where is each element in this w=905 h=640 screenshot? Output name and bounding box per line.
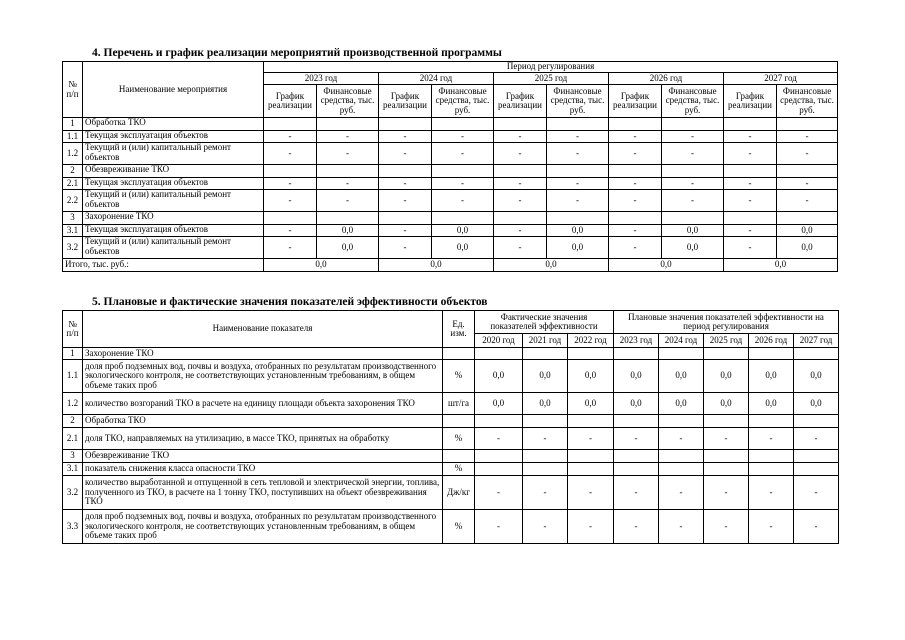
section4-title: 4. Перечень и график реализации мероприятий производственной программы <box>92 47 502 59</box>
value-cell: - <box>475 428 523 450</box>
value-cell: 0,0 <box>547 237 609 259</box>
value-cell: - <box>568 476 614 510</box>
value-cell: - <box>494 190 547 212</box>
value-cell <box>547 212 609 225</box>
row-number: 3 <box>63 212 83 225</box>
value-cell: - <box>568 510 614 544</box>
value-cell <box>568 415 614 428</box>
value-cell <box>264 165 317 178</box>
row-number: 2 <box>63 165 83 178</box>
value-cell: - <box>777 190 838 212</box>
value-cell <box>379 212 432 225</box>
value-cell <box>704 463 749 476</box>
table-row <box>63 225 838 237</box>
value-cell: 0,0 <box>749 360 794 393</box>
value-cell <box>609 212 662 225</box>
table-row <box>63 360 839 393</box>
value-cell: - <box>704 510 749 544</box>
total-value: 0,0 <box>264 259 379 272</box>
value-cell: 0,0 <box>749 393 794 415</box>
table-row <box>63 165 838 178</box>
activity-name: Текущая эксплуатация объектов <box>83 131 264 143</box>
value-cell: 0,0 <box>777 225 838 237</box>
year-header: 2024 год <box>659 334 704 348</box>
year-header: 2025 год <box>704 334 749 348</box>
table-row <box>63 450 839 463</box>
value-cell <box>547 165 609 178</box>
value-cell: 0,0 <box>317 237 379 259</box>
value-cell: - <box>523 510 568 544</box>
value-cell: - <box>794 476 839 510</box>
value-cell <box>749 450 794 463</box>
year-header: 2025 год <box>494 73 609 85</box>
year-header: 2027 год <box>794 334 839 348</box>
value-cell <box>724 165 777 178</box>
indicator-name: показатель снижения класса опасности ТКО <box>83 463 443 476</box>
value-cell <box>794 450 839 463</box>
value-cell: - <box>547 190 609 212</box>
value-cell: - <box>264 131 317 143</box>
value-cell <box>614 348 659 360</box>
col-header-activity-name: Наименование мероприятия <box>83 62 264 118</box>
value-cell <box>794 463 839 476</box>
value-cell: - <box>749 428 794 450</box>
value-cell <box>568 348 614 360</box>
table-row <box>63 212 838 225</box>
activity-name: Текущая эксплуатация объектов <box>83 225 264 237</box>
value-cell <box>547 118 609 131</box>
value-cell: - <box>432 190 494 212</box>
value-cell <box>704 415 749 428</box>
value-cell <box>264 212 317 225</box>
value-cell <box>659 348 704 360</box>
value-cell <box>749 463 794 476</box>
row-number: 1 <box>63 118 83 131</box>
year-header: 2023 год <box>614 334 659 348</box>
value-cell: 0,0 <box>568 360 614 393</box>
table-row <box>63 415 839 428</box>
row-number: 3.1 <box>63 463 83 476</box>
value-cell: 0,0 <box>523 393 568 415</box>
row-number: 3.2 <box>63 476 83 510</box>
value-cell <box>523 348 568 360</box>
value-cell <box>523 450 568 463</box>
year-header: 2023 год <box>264 73 379 85</box>
value-cell: - <box>317 143 379 165</box>
value-cell <box>494 118 547 131</box>
row-number: 2.2 <box>63 190 83 212</box>
col-header-planned-values: Плановые значения показателей эффективности на период регулирования <box>614 311 839 334</box>
value-cell: 0,0 <box>662 237 724 259</box>
value-cell <box>494 165 547 178</box>
value-cell: 0,0 <box>568 393 614 415</box>
value-cell: - <box>662 190 724 212</box>
table-row <box>63 348 839 360</box>
value-cell: - <box>659 428 704 450</box>
value-cell <box>777 165 838 178</box>
value-cell <box>475 463 523 476</box>
col-header-number: № п/п <box>63 311 83 348</box>
value-cell: 0,0 <box>704 360 749 393</box>
value-cell: - <box>379 190 432 212</box>
value-cell: - <box>317 131 379 143</box>
table-row <box>63 143 838 165</box>
value-cell <box>662 118 724 131</box>
value-cell: - <box>614 476 659 510</box>
value-cell: - <box>317 178 379 190</box>
value-cell <box>659 450 704 463</box>
total-label: Итого, тыс. руб.: <box>63 259 264 272</box>
value-cell: - <box>494 237 547 259</box>
indicator-name: Обезвреживание ТКО <box>83 450 443 463</box>
value-cell: - <box>662 131 724 143</box>
subheader-financing: Финансовые средства, тыс. руб. <box>547 85 609 118</box>
value-cell: 0,0 <box>614 393 659 415</box>
unit-cell: Дж/кг <box>443 476 475 510</box>
value-cell <box>494 212 547 225</box>
row-number: 1.2 <box>63 393 83 415</box>
subheader-schedule: График реализации <box>379 85 432 118</box>
value-cell <box>724 212 777 225</box>
row-number: 1.1 <box>63 131 83 143</box>
value-cell <box>662 165 724 178</box>
value-cell <box>609 118 662 131</box>
value-cell: - <box>523 476 568 510</box>
table-row <box>63 131 838 143</box>
value-cell <box>264 118 317 131</box>
indicator-name: Обработка ТКО <box>83 415 443 428</box>
value-cell: - <box>379 225 432 237</box>
value-cell <box>704 450 749 463</box>
row-number: 1 <box>63 348 83 360</box>
col-header-actual-values: Фактические значения показателей эффективности <box>475 311 614 334</box>
col-header-indicator-name: Наименование показателя <box>83 311 443 348</box>
value-cell: - <box>547 143 609 165</box>
value-cell: - <box>724 178 777 190</box>
year-header: 2022 год <box>568 334 614 348</box>
value-cell <box>379 118 432 131</box>
value-cell: 0,0 <box>794 393 839 415</box>
value-cell: - <box>379 143 432 165</box>
value-cell: - <box>724 131 777 143</box>
value-cell: - <box>264 237 317 259</box>
unit-cell: шт/га <box>443 393 475 415</box>
activity-name: Текущая эксплуатация объектов <box>83 178 264 190</box>
value-cell <box>704 348 749 360</box>
value-cell: - <box>475 476 523 510</box>
total-value: 0,0 <box>494 259 609 272</box>
subheader-financing: Финансовые средства, тыс. руб. <box>432 85 494 118</box>
value-cell: - <box>494 178 547 190</box>
section5-title: 5. Плановые и фактические значения показателей эффективности объектов <box>92 296 488 308</box>
indicator-name: доля проб подземных вод, почвы и воздуха, отобранных по результатам производственного экологического контроля, не соответствующих установленным требованиям, в общем объеме таких проб <box>83 510 443 544</box>
year-header: 2026 год <box>749 334 794 348</box>
value-cell: - <box>494 131 547 143</box>
value-cell <box>317 118 379 131</box>
unit-cell: % <box>443 428 475 450</box>
indicator-name: количество выработанной и отпущенной в сеть тепловой и электрической энергии, топлива, полученного из ТКО, в расчете на 1 тонну ТКО, поступивших на объект обезвреживания ТКО <box>83 476 443 510</box>
value-cell: - <box>264 225 317 237</box>
indicator-name: доля ТКО, направляемых на утилизацию, в массе ТКО, принятых на обработку <box>83 428 443 450</box>
row-number: 3.1 <box>63 225 83 237</box>
value-cell <box>777 118 838 131</box>
value-cell <box>794 415 839 428</box>
value-cell: - <box>614 510 659 544</box>
value-cell <box>432 212 494 225</box>
value-cell: - <box>494 143 547 165</box>
value-cell <box>662 212 724 225</box>
unit-cell: % <box>443 463 475 476</box>
value-cell: - <box>264 143 317 165</box>
value-cell: - <box>432 131 494 143</box>
subheader-schedule: График реализации <box>494 85 547 118</box>
value-cell: 0,0 <box>659 360 704 393</box>
value-cell <box>317 212 379 225</box>
table-row <box>63 393 839 415</box>
value-cell <box>794 348 839 360</box>
row-number: 3.2 <box>63 237 83 259</box>
value-cell <box>614 450 659 463</box>
value-cell: - <box>264 190 317 212</box>
value-cell: - <box>609 131 662 143</box>
value-cell: - <box>609 237 662 259</box>
value-cell: - <box>614 428 659 450</box>
value-cell <box>568 450 614 463</box>
value-cell: - <box>794 510 839 544</box>
subheader-financing: Финансовые средства, тыс. руб. <box>317 85 379 118</box>
value-cell: - <box>724 237 777 259</box>
table-row <box>63 118 838 131</box>
subheader-schedule: График реализации <box>724 85 777 118</box>
activity-name: Текущий и (или) капитальный ремонт объектов <box>83 190 264 212</box>
value-cell: 0,0 <box>659 393 704 415</box>
activity-name: Захоронение ТКО <box>83 212 264 225</box>
value-cell: - <box>494 225 547 237</box>
total-value: 0,0 <box>724 259 838 272</box>
value-cell: 0,0 <box>547 225 609 237</box>
unit-cell: % <box>443 360 475 393</box>
value-cell: - <box>724 225 777 237</box>
value-cell <box>475 415 523 428</box>
row-number: 2.1 <box>63 178 83 190</box>
value-cell: - <box>432 143 494 165</box>
value-cell <box>568 463 614 476</box>
indicator-name: количество возгораний ТКО в расчете на единицу площади объекта захоронения ТКО <box>83 393 443 415</box>
col-header-period: Период регулирования <box>264 62 838 73</box>
value-cell: - <box>432 178 494 190</box>
value-cell: - <box>794 428 839 450</box>
unit-cell <box>443 415 475 428</box>
value-cell: 0,0 <box>614 360 659 393</box>
value-cell <box>317 165 379 178</box>
unit-cell <box>443 348 475 360</box>
row-number: 3.3 <box>63 510 83 544</box>
table-row <box>63 178 838 190</box>
subheader-financing: Финансовые средства, тыс. руб. <box>777 85 838 118</box>
value-cell <box>523 463 568 476</box>
value-cell: - <box>662 178 724 190</box>
activity-name: Обработка ТКО <box>83 118 264 131</box>
unit-cell: % <box>443 510 475 544</box>
row-number: 1.1 <box>63 360 83 393</box>
value-cell: - <box>317 190 379 212</box>
value-cell: 0,0 <box>475 360 523 393</box>
value-cell <box>749 348 794 360</box>
subheader-schedule: График реализации <box>264 85 317 118</box>
table-row <box>63 463 839 476</box>
activity-name: Текущий и (или) капитальный ремонт объектов <box>83 143 264 165</box>
row-number: 3 <box>63 450 83 463</box>
value-cell: 0,0 <box>794 360 839 393</box>
table-row <box>63 476 839 510</box>
value-cell: - <box>659 510 704 544</box>
value-cell <box>379 165 432 178</box>
table-row <box>63 237 838 259</box>
unit-cell <box>443 450 475 463</box>
value-cell: - <box>609 190 662 212</box>
value-cell <box>659 415 704 428</box>
value-cell: 0,0 <box>317 225 379 237</box>
value-cell: - <box>379 178 432 190</box>
value-cell: - <box>659 476 704 510</box>
value-cell: - <box>777 143 838 165</box>
table-row <box>63 428 839 450</box>
year-header: 2021 год <box>523 334 568 348</box>
row-number: 2.1 <box>63 428 83 450</box>
value-cell: - <box>749 476 794 510</box>
subheader-financing: Финансовые средства, тыс. руб. <box>662 85 724 118</box>
value-cell <box>475 450 523 463</box>
activity-name: Обезвреживание ТКО <box>83 165 264 178</box>
value-cell: 0,0 <box>777 237 838 259</box>
subheader-schedule: График реализации <box>609 85 662 118</box>
efficiency-indicators-table <box>62 310 839 544</box>
col-header-unit: Ед. изм. <box>443 311 475 348</box>
value-cell: - <box>749 510 794 544</box>
value-cell <box>724 118 777 131</box>
value-cell <box>475 348 523 360</box>
year-header: 2024 год <box>379 73 494 85</box>
value-cell <box>523 415 568 428</box>
value-cell: - <box>777 131 838 143</box>
value-cell: - <box>523 428 568 450</box>
value-cell: - <box>609 143 662 165</box>
activity-name: Текущий и (или) капитальный ремонт объектов <box>83 237 264 259</box>
value-cell: - <box>379 131 432 143</box>
value-cell: - <box>662 143 724 165</box>
value-cell: - <box>264 178 317 190</box>
value-cell: - <box>475 510 523 544</box>
value-cell: - <box>724 190 777 212</box>
program-activities-table <box>62 61 838 272</box>
total-value: 0,0 <box>609 259 724 272</box>
value-cell: - <box>609 225 662 237</box>
value-cell: 0,0 <box>475 393 523 415</box>
value-cell <box>659 463 704 476</box>
value-cell: - <box>704 476 749 510</box>
value-cell: - <box>568 428 614 450</box>
col-header-number: № п/п <box>63 62 83 118</box>
value-cell: - <box>379 237 432 259</box>
value-cell: 0,0 <box>432 237 494 259</box>
total-row <box>63 259 838 272</box>
year-header: 2020 год <box>475 334 523 348</box>
value-cell <box>609 165 662 178</box>
value-cell: 0,0 <box>662 225 724 237</box>
indicator-name: доля проб подземных вод, почвы и воздуха, отобранных по результатам производственного экологического контроля, не соответствующих установленным требованиям, в общем объеме таких проб <box>83 360 443 393</box>
year-header: 2026 год <box>609 73 724 85</box>
value-cell: 0,0 <box>704 393 749 415</box>
value-cell: - <box>547 178 609 190</box>
indicator-name: Захоронение ТКО <box>83 348 443 360</box>
value-cell <box>614 463 659 476</box>
row-number: 1.2 <box>63 143 83 165</box>
value-cell <box>777 212 838 225</box>
value-cell: - <box>704 428 749 450</box>
value-cell: - <box>547 131 609 143</box>
value-cell <box>432 118 494 131</box>
value-cell: - <box>777 178 838 190</box>
year-header: 2027 год <box>724 73 838 85</box>
value-cell <box>614 415 659 428</box>
value-cell: - <box>724 143 777 165</box>
table-row <box>63 510 839 544</box>
value-cell: 0,0 <box>523 360 568 393</box>
value-cell: 0,0 <box>432 225 494 237</box>
table-row <box>63 190 838 212</box>
value-cell: - <box>609 178 662 190</box>
value-cell <box>432 165 494 178</box>
row-number: 2 <box>63 415 83 428</box>
total-value: 0,0 <box>379 259 494 272</box>
value-cell <box>749 415 794 428</box>
